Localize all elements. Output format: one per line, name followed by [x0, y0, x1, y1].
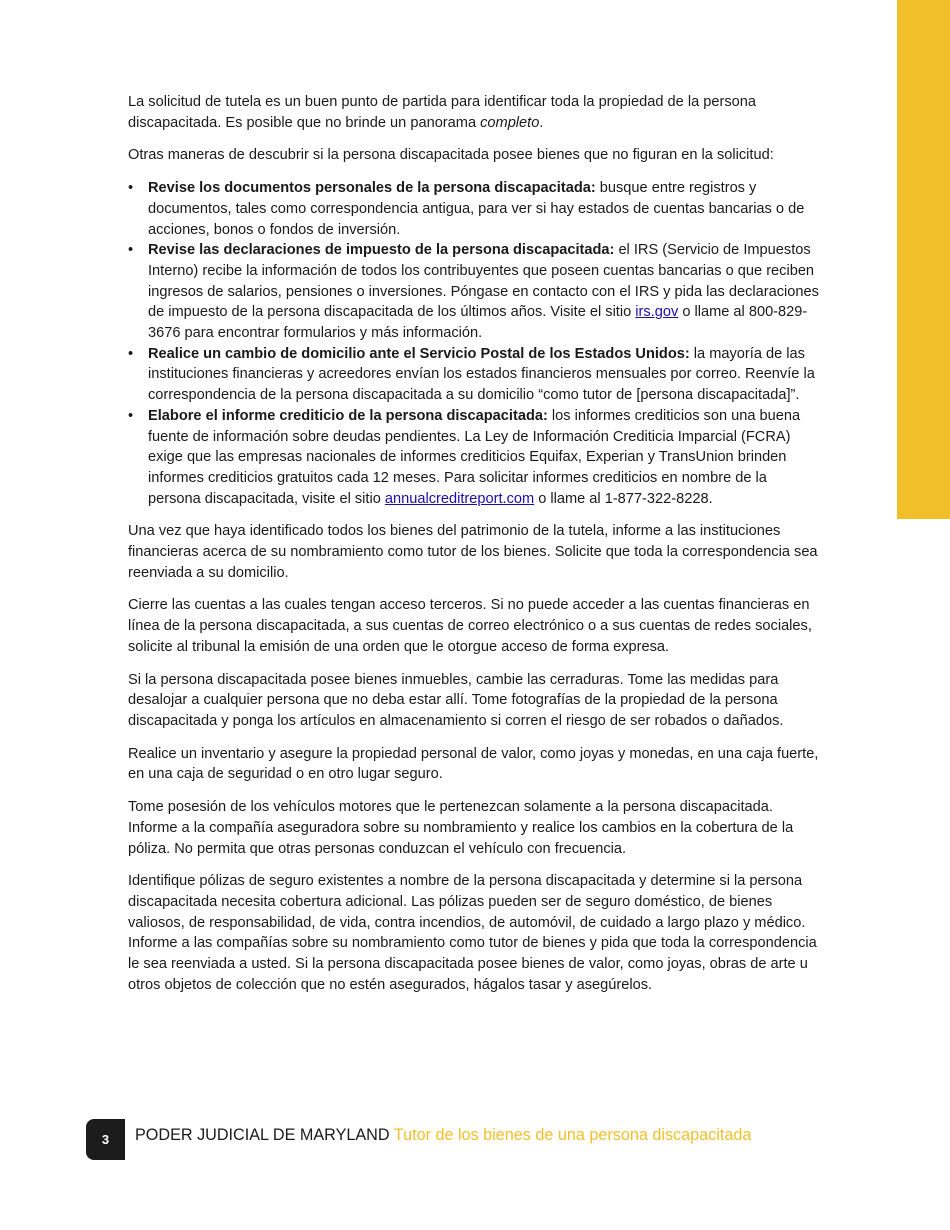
bullet-title: Realice un cambio de domicilio ante el Servicio Postal de los Estados Unidos:	[148, 345, 690, 362]
list-item: • Realice un cambio de domicilio ante el Servicio Postal de los Estados Unidos: la mayoría de las instituciones financieras y acreedores envían los estados financieros mensuales por correo. Reenvíe la correspondencia de la persona discapacitada a su domicilio “como tutor de [persona discapacitada]”.	[128, 345, 815, 404]
intro-paragraph: La solicitud de tutela es un buen punto de partida para identificar toda la propiedad de la persona discapacitada. Es posible que no brinde un panorama completo.	[128, 94, 756, 131]
body-paragraph: Si la persona discapacitada posee bienes inmuebles, cambie las cerraduras. Tome las medidas para desalojar a cualquier persona que no deba estar allí. Tome fotografías de la propiedad de la persona discapacitada y ponga los artículos en almacenamiento si corren el riesgo de ser robados o dañados.	[128, 671, 784, 729]
footer-document-title: Tutor de los bienes de una persona discapacitada	[393, 1126, 752, 1144]
page-number-badge	[86, 1119, 125, 1160]
list-item: • Elabore el informe crediticio de la persona discapacitada: los informes crediticios son una buena fuente de información sobre deudas pendientes. La Ley de Información Crediticia Imparcial (FCRA) exige que las empresas nacionales de informes crediticios Equifax, Experian y TransUnion brinden informes crediticios gratuitos cada 12 meses. Para solicitar informes crediticios en nombre de la persona discapacitada, visite el sitio annualcreditreport.com o llame al 1-877-322-8228.	[128, 407, 801, 507]
list-item: • Revise las declaraciones de impuesto de la persona discapacitada: el IRS (Servicio de Impuestos Interno) recibe la información de todos los contribuyentes que poseen cuentas bancarias o que reciben ingresos de salarios, pensiones o inversiones. Póngase en contacto con el IRS y pida las declaraciones de impuesto de la persona discapacitada de los últimos años. Visite el sitio irs.gov o llame al 800-829-3676 para encontrar formularios y más información.	[128, 242, 819, 342]
irs-link[interactable]: irs.gov	[635, 304, 679, 321]
footer	[135, 1126, 751, 1145]
page-number: 3	[101, 1132, 110, 1147]
bullet-marker: •	[128, 180, 134, 197]
bullet-marker: •	[128, 242, 134, 259]
bullet-title: Revise las declaraciones de impuesto de la persona discapacitada:	[148, 242, 615, 259]
bullet-marker: •	[128, 407, 134, 424]
bullet-title: Elabore el informe crediticio de la persona discapacitada:	[148, 407, 548, 424]
body-paragraph: Una vez que haya identificado todos los bienes del patrimonio de la tutela, informe a las instituciones financieras acerca de su nombramiento como tutor de los bienes. Solicite que toda la correspondencia sea reenviada a su domicilio.	[128, 523, 818, 581]
other-ways-paragraph: Otras maneras de descubrir si la persona discapacitada posee bienes que no figuran en la solicitud:	[128, 147, 774, 164]
yellow-side-tab	[897, 0, 950, 519]
body-paragraph: Cierre las cuentas a las cuales tengan acceso terceros. Si no puede acceder a las cuentas financieras en línea de la persona discapacitada, a sus cuentas de correo electrónico o a sus cuentas de redes sociales, solicite al tribunal la emisión de una orden que le otorgue acceso de forma expresa.	[128, 597, 812, 655]
bullet-list	[128, 178, 822, 509]
intro-emphasis: completo	[480, 114, 540, 131]
bullet-marker: •	[128, 345, 134, 362]
bullet-title: Revise los documentos personales de la persona discapacitada:	[148, 180, 596, 197]
body-paragraph: Identifique pólizas de seguro existentes a nombre de la persona discapacitada y determine si la persona discapacitada necesita cobertura adicional. Las pólizas pueden ser de seguro doméstico, de bienes valiosos, de responsabilidad, de vida, contra incendios, de automóvil, de cuidado a largo plazo y médico. Informe a las compañías sobre su nombramiento como tutor de bienes y pida que toda la correspondencia le sea reenviada a usted. Si la persona discapacitada posee bienes de valor, como joyas, obras de arte u otros objetos de colección que no estén asegurados, hágalos tasar y asegúrelos.	[128, 873, 817, 993]
footer-organization: PODER JUDICIAL DE MARYLAND	[135, 1126, 390, 1144]
body-paragraph: Realice un inventario y asegure la propiedad personal de valor, como joyas y monedas, en una caja fuerte, en una caja de seguridad o en otro lugar seguro.	[128, 745, 819, 783]
list-item: • Revise los documentos personales de la persona discapacitada: busque entre registros y documentos, tales como correspondencia antigua, para ver si hay estados de cuentas bancarias o de acciones, bonos o fondos de inversión.	[128, 180, 805, 238]
page-content	[128, 92, 822, 1007]
annualcreditreport-link[interactable]: annualcreditreport.com	[384, 490, 535, 507]
body-paragraph: Tome posesión de los vehículos motores que le pertenezcan solamente a la persona discapacitada. Informe a la compañía aseguradora sobre su nombramiento y realice los cambios en la cobertura de la póliza. No permita que otras personas conduzcan el vehículo con frecuencia.	[128, 799, 794, 857]
